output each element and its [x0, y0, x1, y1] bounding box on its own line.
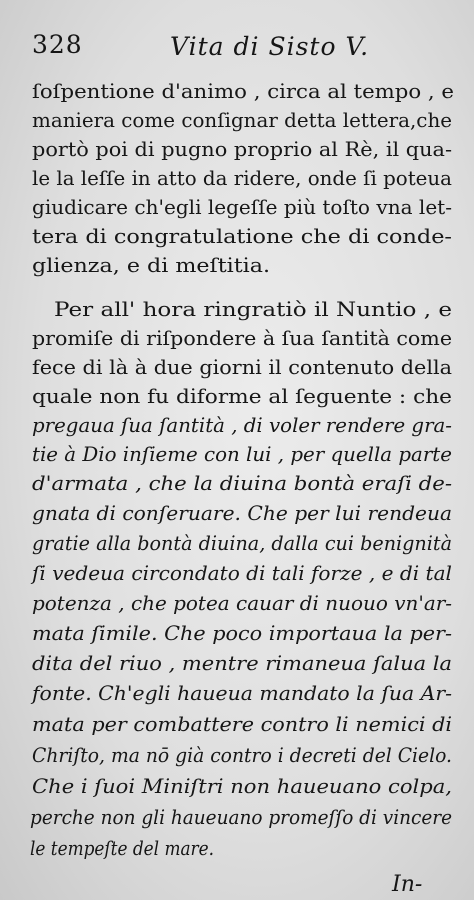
- text-line-content: glienza, e di meſtitia.: [32, 253, 271, 277]
- text-line-content: mata per combattere contro li nemici di: [32, 712, 453, 736]
- text-line-content: giudicare ch'egli legeſſe più toſto vna let-: [32, 195, 453, 219]
- page-header: [32, 26, 452, 66]
- text-line: [32, 616, 474, 650]
- text-line: [32, 466, 474, 500]
- text-line-content: mata ſimile. Che poco importaua la per-: [32, 621, 453, 645]
- text-line-content: ſoſpentione d'animo , circa al tempo , e: [32, 79, 455, 103]
- text-line-content: le la leſſe in atto da ridere, onde ſi poteua: [32, 166, 452, 190]
- text-line-content: pregaua ſua ſantità , di voler rendere gra-: [32, 413, 452, 437]
- text-line: [32, 526, 474, 560]
- text-line-content: gnata di conſeruare. Che per lui rendeua: [32, 501, 453, 525]
- text-line: [32, 248, 474, 282]
- text-line: [32, 646, 474, 680]
- text-line: [30, 800, 474, 834]
- text-line-content: Che i ſuoi Miniſtri non haueuano colpa,: [32, 774, 453, 798]
- text-line-content: potenza , che potea cauar di nuouo vn'ar-: [32, 591, 453, 615]
- text-line-content: d'armata , che la diuina bontà eraſi de-: [32, 471, 452, 495]
- text-line-content: fonte. Ch'egli haueua mandato la ſua Ar-: [32, 681, 453, 705]
- text-line-content: portò poi di pugno proprio al Rè, il qua-: [32, 137, 453, 161]
- text-line: [30, 831, 474, 865]
- text-line-content: ſi vedeua circondato di tali forze , e di tal: [32, 561, 452, 585]
- text-line-content: Per all' hora ringratiò il Nuntio , e: [54, 297, 453, 321]
- text-line-content: quale non fu diforme al ſeguente : che: [32, 384, 453, 408]
- text-line: [32, 556, 474, 590]
- catchword: In-: [392, 872, 423, 897]
- page-number: 328: [32, 30, 83, 59]
- text-line-content: perche non gli haueuano promeſſo di vincere: [30, 805, 453, 829]
- text-line-content: gratie alla bontà diuina, dalla cui benignità: [32, 531, 452, 555]
- text-line: [32, 738, 474, 772]
- text-line: [32, 707, 474, 741]
- text-line-content: tera di congratulatione che di conde-: [32, 224, 452, 248]
- text-line: [32, 496, 474, 530]
- text-line: [32, 676, 474, 710]
- text-line-content: maniera come conſignar detta lettera,che: [32, 108, 453, 132]
- running-title: Vita di Sisto V.: [170, 32, 370, 61]
- text-line-content: promiſe di riſpondere à ſua ſantità come: [32, 326, 453, 350]
- text-line: [32, 769, 474, 803]
- text-line: [32, 586, 474, 620]
- text-line-content: Chriſto, ma nō già contro i decreti del Cielo.: [32, 743, 453, 767]
- text-line-content: fece di là à due giorni il contenuto della: [32, 355, 453, 379]
- text-line-content: dita del riuo , mentre rimaneua ſalua la: [32, 651, 452, 675]
- text-line-content: le tempeſte del mare.: [30, 836, 215, 860]
- text-line-content: tie à Dio inſieme con lui , per quella parte: [32, 442, 452, 466]
